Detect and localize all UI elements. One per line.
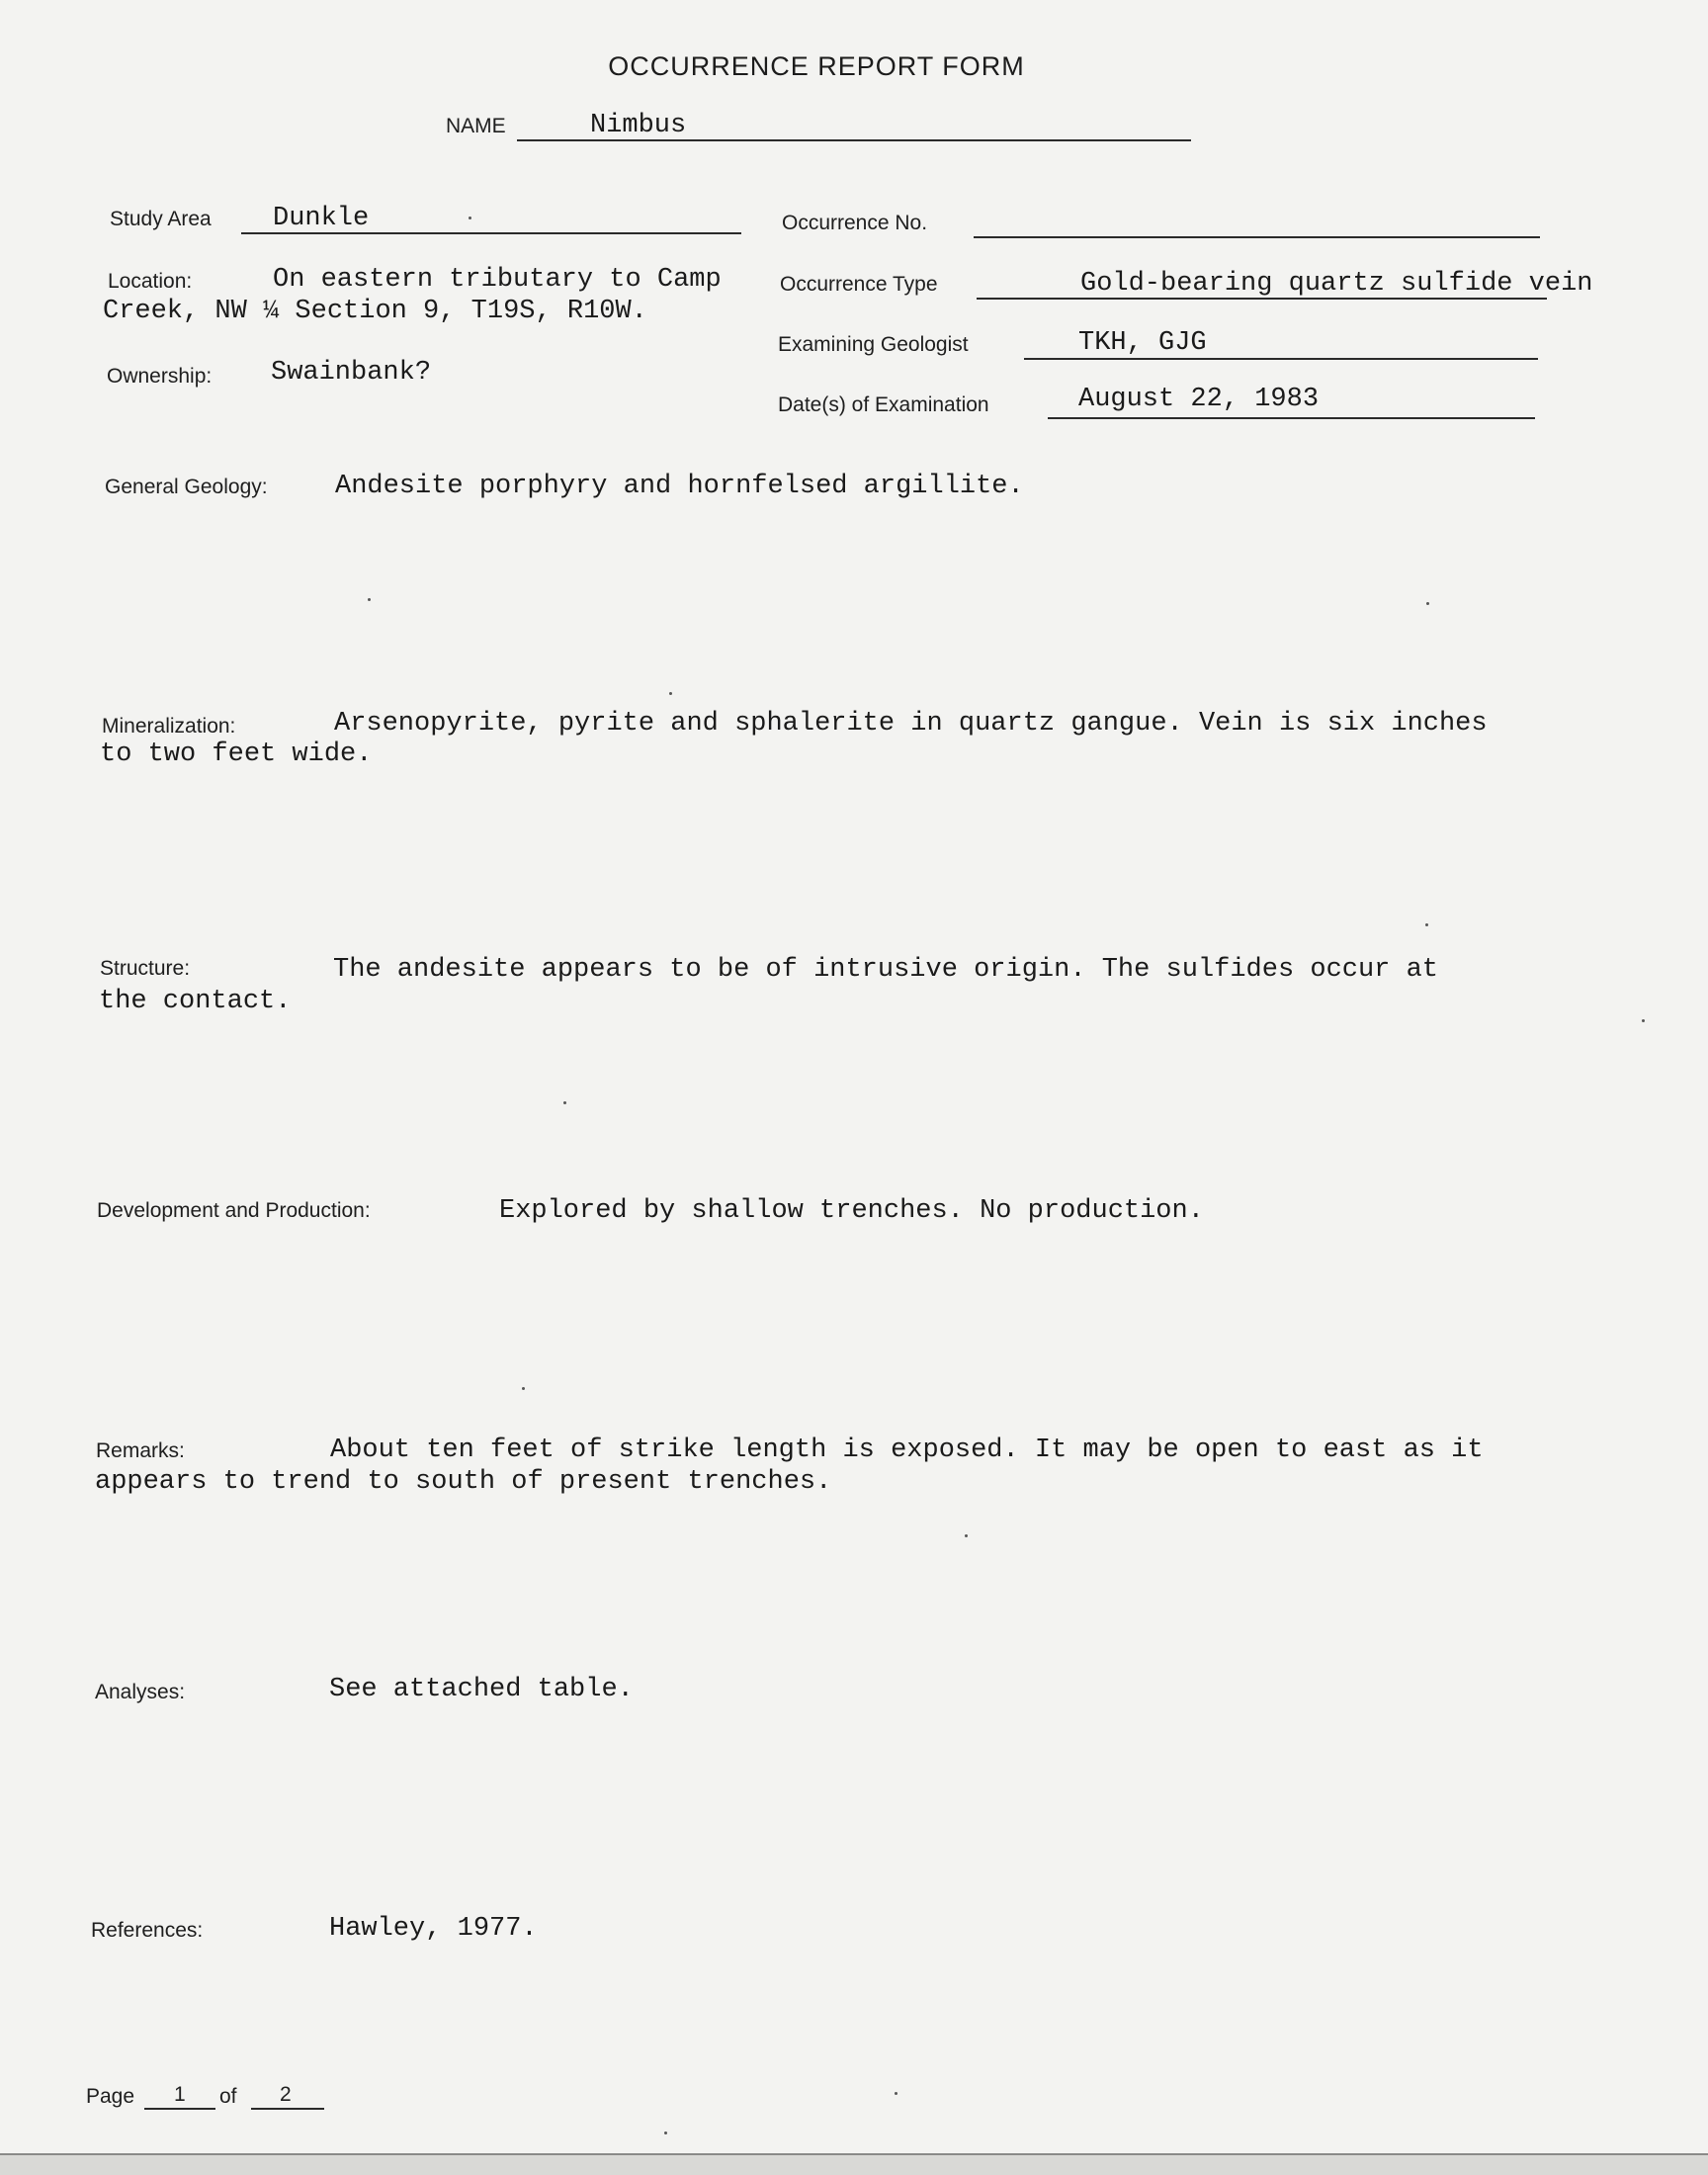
location-label: Location: bbox=[108, 270, 193, 293]
occurrence-no-label: Occurrence No. bbox=[782, 212, 928, 234]
references-label: References: bbox=[91, 1919, 204, 1942]
scan-speck bbox=[563, 1101, 566, 1104]
scan-speck bbox=[522, 1387, 525, 1390]
general-geology-label: General Geology: bbox=[105, 476, 268, 498]
page-number-underline bbox=[144, 2108, 215, 2110]
examining-geologist-label: Examining Geologist bbox=[778, 333, 969, 356]
occurrence-no-underline bbox=[974, 236, 1540, 238]
form-title: OCCURRENCE REPORT FORM bbox=[608, 51, 1025, 81]
scan-speck bbox=[664, 2132, 667, 2134]
ownership-label: Ownership: bbox=[107, 365, 213, 388]
of-label: of bbox=[219, 2085, 237, 2108]
remarks-label: Remarks: bbox=[96, 1439, 185, 1462]
name-value: Nimbus bbox=[590, 111, 687, 140]
study-area-label: Study Area bbox=[110, 208, 212, 230]
general-geology-text: Andesite porphyry and hornfelsed argillite. bbox=[335, 472, 1024, 501]
analyses-text: See attached table. bbox=[329, 1675, 634, 1704]
ownership-value: Swainbank? bbox=[271, 358, 432, 388]
scan-speck bbox=[368, 598, 371, 601]
mineralization-line-1: Arsenopyrite, pyrite and sphalerite in quartz gangue. Vein is six inches bbox=[334, 709, 1488, 739]
examining-geologist-underline bbox=[1024, 358, 1538, 360]
page-total-underline bbox=[251, 2108, 324, 2110]
study-area-value: Dunkle bbox=[273, 204, 370, 233]
remarks-line-1: About ten feet of strike length is exposed. It may be open to east as it bbox=[330, 1436, 1484, 1465]
scan-bottom-edge bbox=[0, 2153, 1708, 2175]
scan-speck bbox=[1642, 1019, 1645, 1022]
occurrence-type-label: Occurrence Type bbox=[780, 273, 938, 296]
analyses-label: Analyses: bbox=[95, 1681, 186, 1703]
page-total: 2 bbox=[280, 2083, 292, 2106]
dates-value: August 22, 1983 bbox=[1078, 385, 1320, 414]
scan-speck bbox=[469, 217, 471, 219]
dates-label: Date(s) of Examination bbox=[778, 393, 989, 416]
page-number: 1 bbox=[174, 2083, 186, 2106]
mineralization-line-2: to two feet wide. bbox=[100, 740, 373, 769]
examining-geologist-value: TKH, GJG bbox=[1078, 328, 1207, 358]
development-label: Development and Production: bbox=[97, 1199, 371, 1222]
scan-speck bbox=[1426, 602, 1429, 605]
scan-speck bbox=[669, 692, 672, 695]
references-text: Hawley, 1977. bbox=[329, 1914, 538, 1944]
scan-speck bbox=[1425, 923, 1428, 926]
location-line-2: Creek, NW ¼ Section 9, T19S, R10W. bbox=[103, 297, 647, 326]
mineralization-label: Mineralization: bbox=[102, 715, 236, 738]
structure-line-1: The andesite appears to be of intrusive origin. The sulfides occur at bbox=[333, 955, 1438, 985]
page-label: Page bbox=[86, 2085, 135, 2108]
dates-underline bbox=[1048, 417, 1535, 419]
name-label: NAME bbox=[446, 115, 506, 137]
location-line-1: On eastern tributary to Camp bbox=[273, 265, 722, 295]
occurrence-type-value: Gold-bearing quartz sulfide vein bbox=[1080, 269, 1593, 299]
remarks-line-2: appears to trend to south of present trenches. bbox=[95, 1467, 832, 1497]
structure-line-2: the contact. bbox=[99, 987, 292, 1016]
structure-label: Structure: bbox=[100, 957, 191, 980]
development-text: Explored by shallow trenches. No production. bbox=[499, 1196, 1204, 1226]
scan-speck bbox=[965, 1534, 968, 1537]
scan-speck bbox=[895, 2092, 897, 2095]
